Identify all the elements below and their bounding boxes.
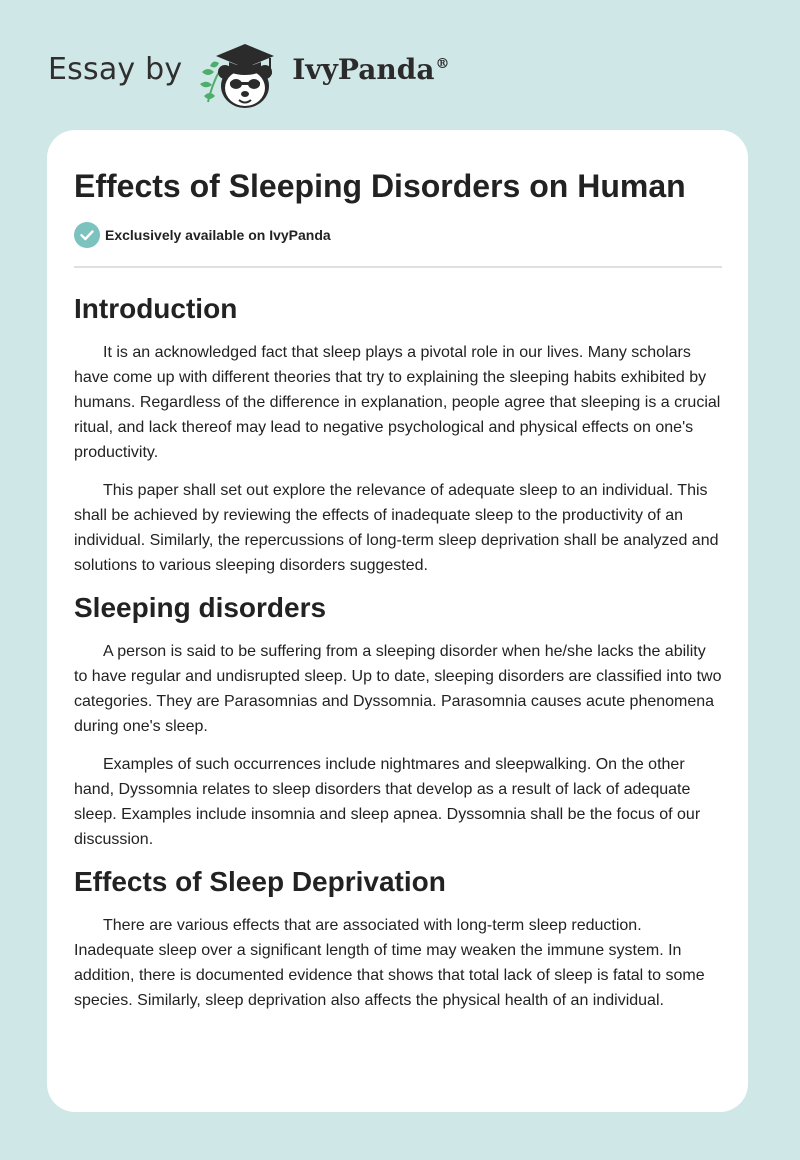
paragraph: There are various effects that are associated with long-term sleep reduction. Inadequate sleep over a significant length of time may weaken the immune system. In addition, there is documented evidence that shows that total lack of sleep is fatal to some species. Similarly, sleep deprivation also affects the physical health of an individual.: [74, 917, 705, 1009]
check-circle-icon: [74, 222, 100, 248]
title-divider: [74, 266, 722, 268]
section-effects-of-sleep-deprivation: [74, 865, 722, 1013]
paragraph: A person is said to be suffering from a sleeping disorder when he/she lacks the ability to have regular and undisrupted sleep. Up to date, sleeping disorders are classified into two categories. They are Parasomnias and Dyssomnia. Parasomnia causes acute phenomena during one's sleep.: [74, 643, 722, 735]
exclusive-badge: [74, 222, 722, 248]
paragraph: It is an acknowledged fact that sleep plays a pivotal role in our lives. Many scholars have come up with different theories that try to explaining the sleeping habits exhibited by humans. Regardless of the difference in explanation, people agree that sleeping is a crucial ritual, and lack thereof may lead to negative psychological and physical effects on one's productivity.: [74, 344, 721, 461]
brand-name[interactable]: [292, 53, 449, 86]
exclusive-badge-text: Exclusively available on IvyPanda: [105, 227, 331, 243]
paragraph: Examples of such occurrences include nightmares and sleepwalking. On the other hand, Dyssomnia relates to sleep disorders that develop as a result of lack of adequate sleep. Examples include insomnia and sleep apnea. Dyssomnia shall be the focus of our discussion.: [74, 756, 701, 848]
panda-graduate-logo-icon[interactable]: [196, 32, 288, 112]
essay-title: Effects of Sleeping Disorders on Human: [74, 168, 686, 204]
paragraph: This paper shall set out explore the relevance of adequate sleep to an individual. This shall be achieved by reviewing the effects of inadequate sleep to the productivity of an individual. Similarly, the repercussions of long-term sleep deprivation shall be analyzed and solutions to various sleeping disorders suggested.: [74, 482, 719, 574]
section-heading: Introduction: [74, 293, 238, 324]
brand-prefix: Essay by: [48, 51, 183, 87]
section-heading: Sleeping disorders: [74, 592, 327, 623]
brand-name-text: IvyPanda: [292, 52, 435, 86]
site-header: [48, 32, 449, 112]
registered-mark: ®: [435, 56, 450, 73]
section-heading: Effects of Sleep Deprivation: [74, 866, 446, 897]
section-introduction: [74, 292, 722, 578]
essay-card: [47, 130, 748, 1112]
section-sleeping-disorders: [74, 591, 722, 852]
